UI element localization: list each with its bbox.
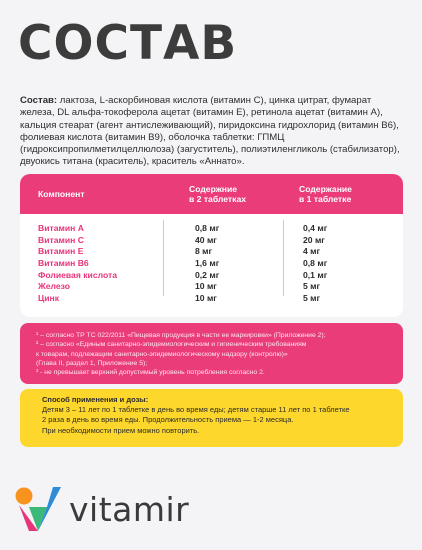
usage-line: Детям 3 – 11 лет по 1 таблетке в день во время еды; детям старше 11 лет по 1 таблетке [42,405,350,415]
brand-logo [15,487,189,531]
amount-one: 20 мг [303,234,325,245]
component-name: Железо [38,281,70,292]
column-divider [283,220,284,296]
brand-v-icon [15,487,61,531]
component-name: Витамин Е [38,246,84,257]
amount-two: 40 мг [195,234,217,245]
amount-two: 10 мг [195,281,217,292]
footnote-line: ¹ – согласно ТР ТС 022/2011 «Пищевая продукция в части ее маркировки» (Приложение 2); [36,332,326,339]
table-row [20,245,403,257]
amount-one: 0,4 мг [303,222,328,233]
footnote-line: к товарам, подлежащим санитарно-эпидемиологическому надзору (контролю)» [36,350,288,358]
amount-one: 0,8 мг [303,257,328,268]
header-two-tablets: Содержние в 2 таблетках [189,184,247,204]
amount-one: 5 мг [303,292,321,303]
table-row [20,280,403,292]
composition-body: лактоза, L-аскорбиновая кислота (витамин С), цинка цитрат, фумарат железа, DL альфа-токоферола ацетат (витамин Е), ретинола ацетат (витамин А), кальция стеарат (агент антислеживающий), пиридоксина гидрохлорид (витамин В6), фолиевая кислота (витамин В9), оболочка таблетки: ГПМЦ (гидроксипропилметилцеллюлоза) (загуститель), полиэтиленгликоль (стабилизатор), двуокись титана (краситель), краситель «Аннато». [20,95,400,168]
amount-two: 8 мг [195,246,213,257]
component-name: Витамин А [38,222,84,233]
amount-two: 0,2 мг [195,269,220,280]
amount-two: 0,8 мг [195,222,220,233]
usage-line: 2 раза в день во время еды. Продолжительность приема — 1-2 месяца. [42,415,294,425]
component-name: Фолиевая кислота [38,269,117,280]
table-header [20,174,403,214]
amount-one: 5 мг [303,281,321,292]
composition-label: Состав: [20,95,58,106]
amount-two: 1,6 мг [195,257,220,268]
header-component: Компонент [38,189,85,199]
component-name: Витамин С [38,234,84,245]
amount-one: 0,1 мг [303,269,328,280]
component-name: Цинк [38,292,60,303]
brand-name: vitamir [69,489,190,529]
table-row [20,269,403,281]
usage-box [20,389,403,447]
table-body [20,214,403,304]
amount-two: 10 мг [195,292,217,303]
table-row [20,257,403,269]
footnote-line: ³ - не превышает верхний допустимый уровень потребления согласно 2. [36,369,265,377]
footnote-line: ² – согласно «Единым санитарно-эпидемиологическим и гигиеническим требованиям [36,341,307,349]
footnotes-box [20,323,403,384]
logo-dot-orange [16,488,33,505]
header-one-tablet: Содержание в 1 таблетке [299,184,352,204]
table-row [20,234,403,246]
table-row [20,222,403,234]
component-name: Витамин В6 [38,257,89,268]
usage-heading: Способ применения и дозы: [42,395,149,404]
table-row [20,292,403,304]
page-title: СОСТАВ [18,16,238,71]
composition-text [20,95,404,169]
column-divider [163,220,164,296]
usage-line: При необходимости прием можно повторить. [42,425,200,435]
nutrient-table [20,174,403,317]
amount-one: 4 мг [303,246,321,257]
footnote-line: (Глава II, раздел 1, Приложение 5); [36,359,148,367]
